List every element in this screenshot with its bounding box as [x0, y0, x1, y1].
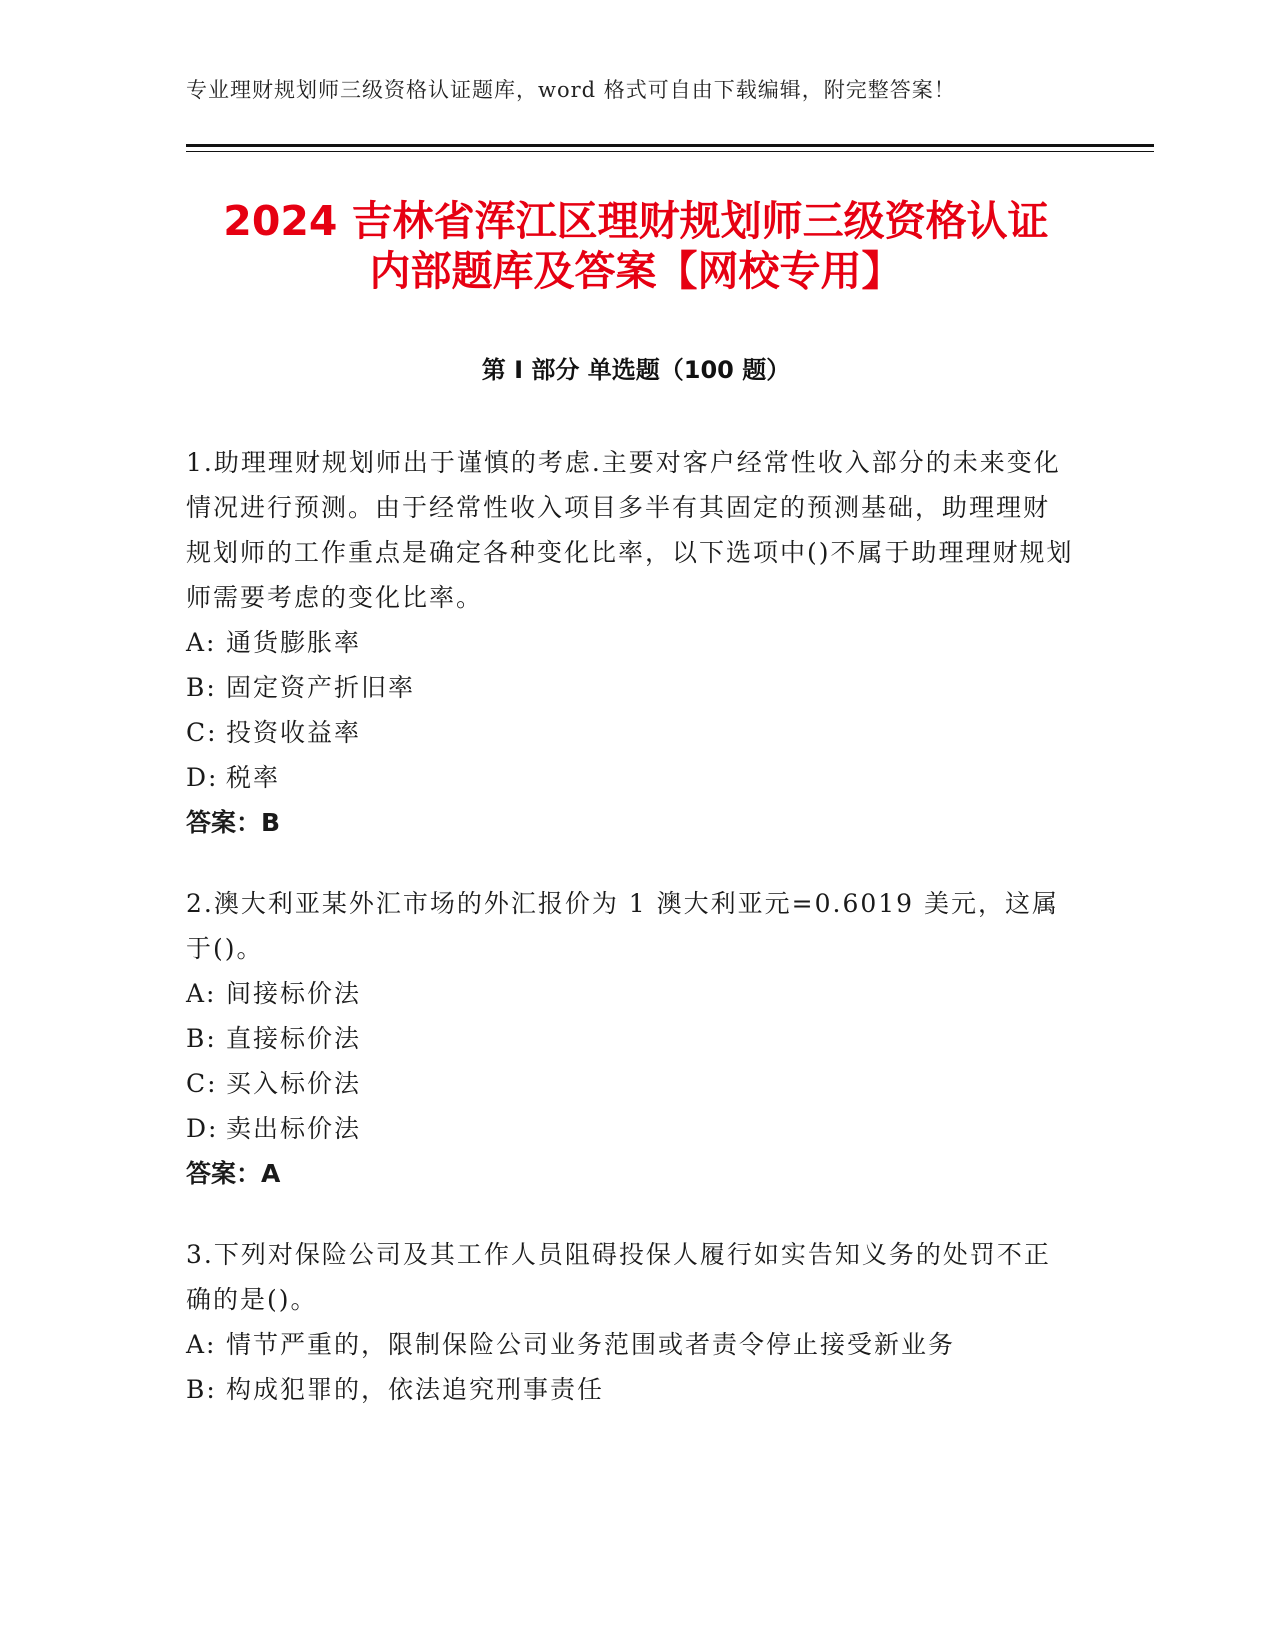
header-note: 专业理财规划师三级资格认证题库，word 格式可自由下载编辑，附完整答案！ [186, 78, 956, 102]
option-text: 卖出标价法 [226, 1114, 362, 1143]
option-text: 税率 [226, 763, 281, 792]
option-a [186, 971, 1076, 1016]
option-letter: B: [186, 1375, 217, 1404]
question-3 [186, 1232, 1076, 1412]
option-text: 间接标价法 [226, 979, 362, 1008]
option-b [186, 1367, 1076, 1412]
question-stem: 2.澳大利亚某外汇市场的外汇报价为 1 澳大利亚元=0.6019 美元，这属于()。 [186, 889, 1060, 963]
option-letter: B: [186, 1024, 217, 1053]
header-rule-thick [186, 144, 1154, 147]
option-d [186, 755, 1076, 800]
answer: 答案：B [186, 808, 281, 837]
title-line-1: 2024 吉林省浑江区理财规划师三级资格认证 [223, 197, 1049, 245]
option-text: 构成犯罪的，依法追究刑事责任 [226, 1375, 605, 1404]
question-2 [186, 881, 1076, 1196]
option-letter: B: [186, 673, 217, 702]
option-a [186, 620, 1076, 665]
option-letter: A: [186, 979, 217, 1008]
option-c [186, 710, 1076, 755]
question-1 [186, 440, 1076, 845]
option-text: 投资收益率 [226, 718, 362, 747]
question-list [186, 440, 1076, 1448]
option-text: 通货膨胀率 [226, 628, 362, 657]
option-text: 买入标价法 [226, 1069, 362, 1098]
option-c [186, 1061, 1076, 1106]
document-title [186, 196, 1086, 296]
option-a [186, 1322, 1076, 1367]
option-letter: D: [186, 763, 219, 792]
header-rule-thin [186, 151, 1154, 152]
option-letter: A: [186, 628, 217, 657]
option-text: 固定资产折旧率 [226, 673, 416, 702]
option-b [186, 1016, 1076, 1061]
option-b [186, 665, 1076, 710]
option-d [186, 1106, 1076, 1151]
section-title: 第 I 部分 单选题（100 题） [481, 356, 791, 384]
option-text: 情节严重的，限制保险公司业务范围或者责令停止接受新业务 [226, 1330, 956, 1359]
option-letter: C: [186, 718, 218, 747]
option-text: 直接标价法 [226, 1024, 362, 1053]
question-stem: 1.助理理财规划师出于谨慎的考虑.主要对客户经常性收入部分的未来变化情况进行预测。由于经常性收入项目多半有其固定的预测基础，助理理财规划师的工作重点是确定各种变化比率，以下选项中()不属于助理理财规划师需要考虑的变化比率。 [186, 448, 1074, 612]
question-stem: 3.下列对保险公司及其工作人员阻碍投保人履行如实告知义务的处罚不正确的是()。 [186, 1240, 1051, 1314]
option-letter: A: [186, 1330, 217, 1359]
option-letter: D: [186, 1114, 219, 1143]
answer: 答案：A [186, 1159, 281, 1188]
title-line-2: 内部题库及答案【网校专用】 [369, 247, 903, 295]
option-letter: C: [186, 1069, 218, 1098]
